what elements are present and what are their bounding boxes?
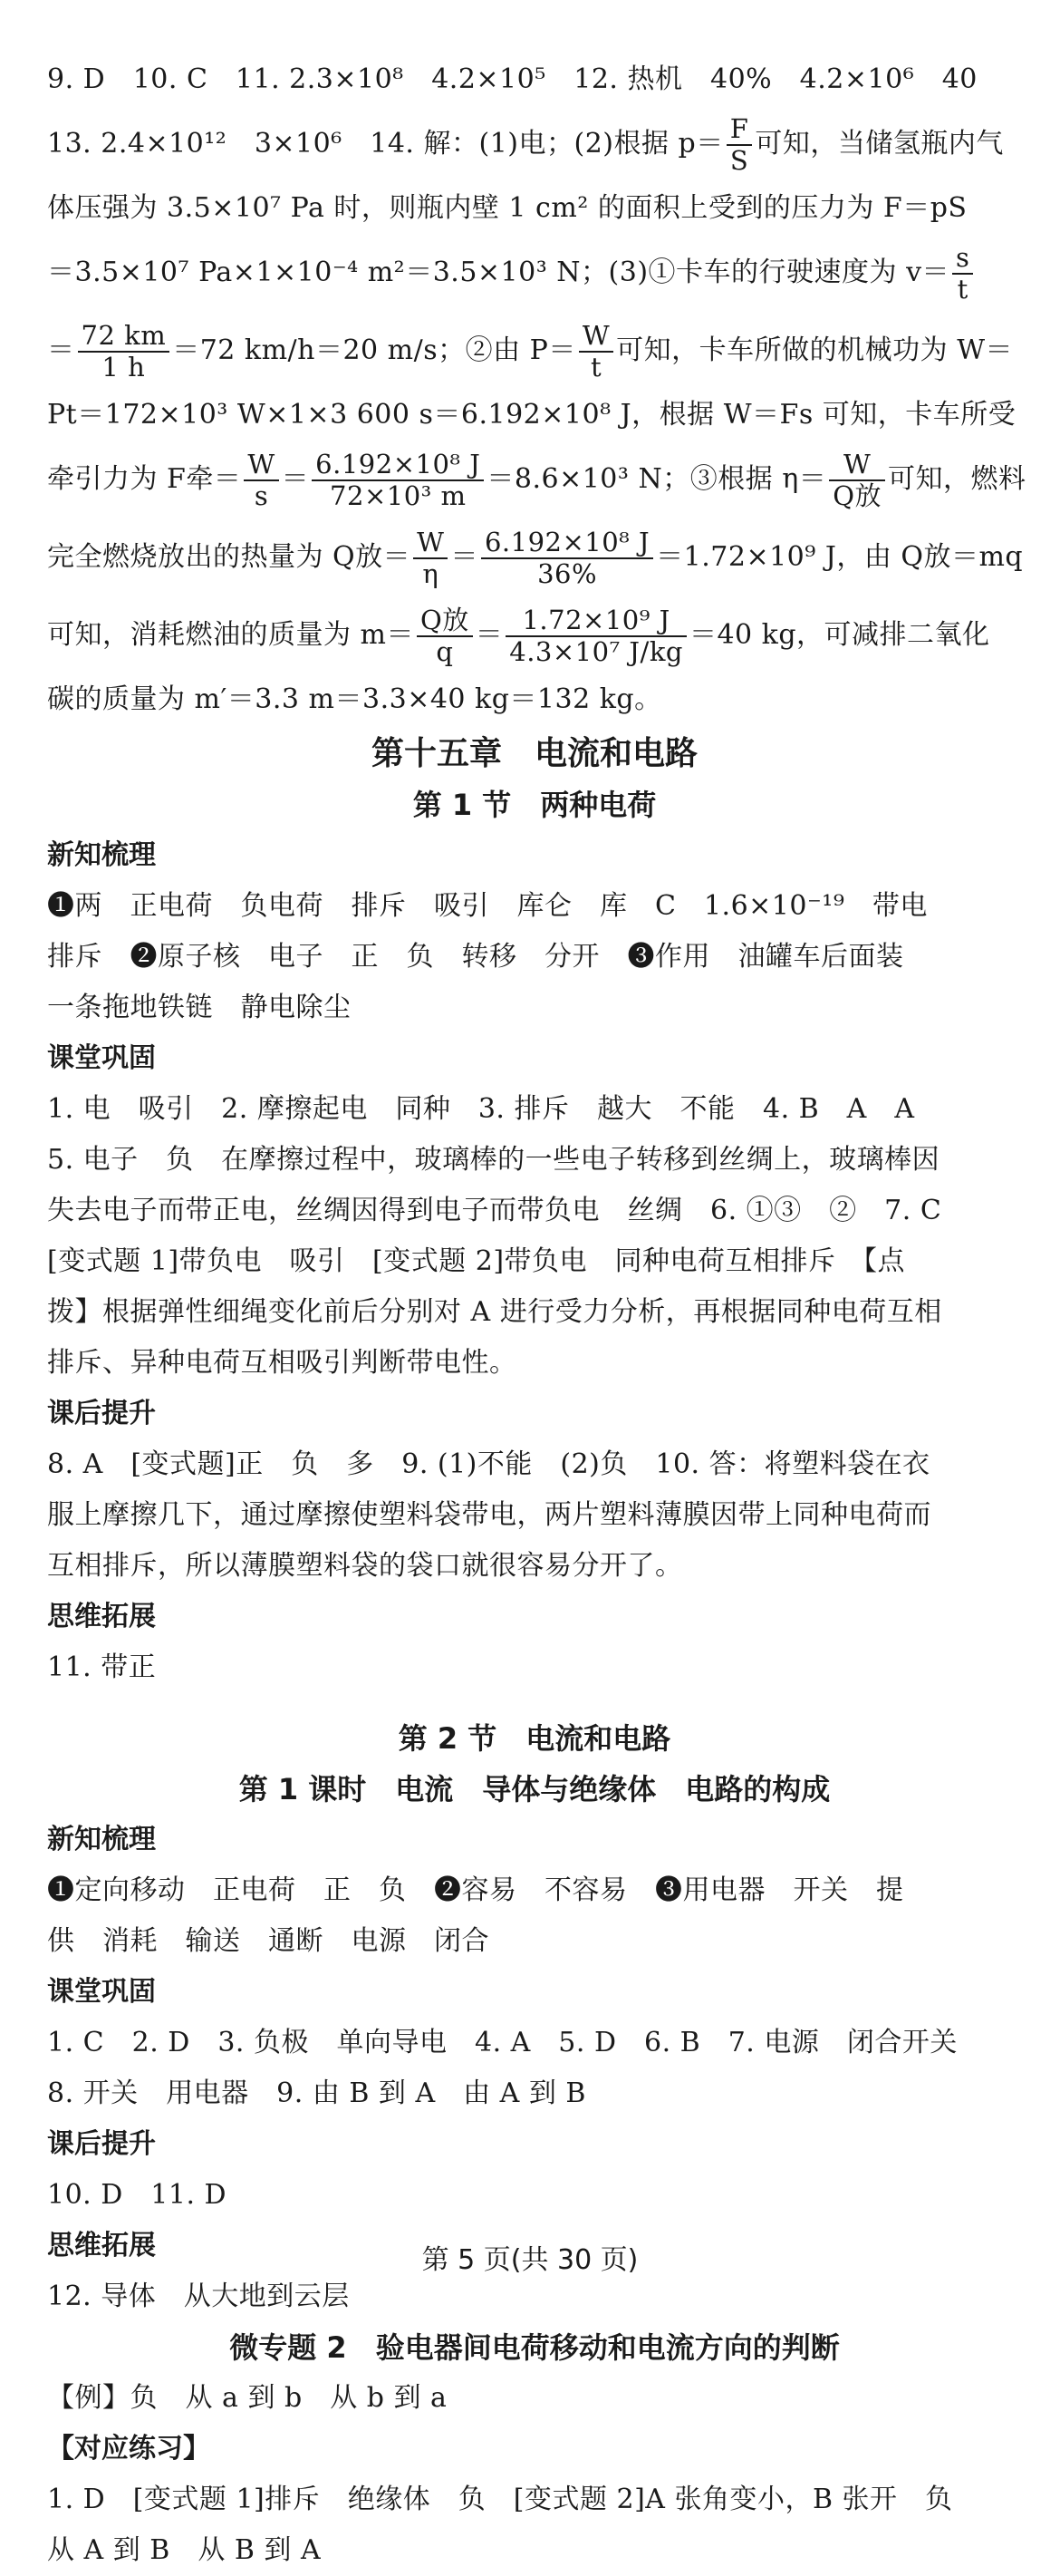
answer-line — [47, 441, 1026, 518]
lesson-title: 第 1 课时 电流 导体与绝缘体 电路的构成 — [238, 1772, 831, 1806]
answer-line — [47, 518, 1022, 596]
line-text: 可知，消耗燃油的质量为 m＝ — [47, 619, 414, 651]
fraction — [417, 605, 473, 668]
denominator: t — [590, 352, 602, 383]
numerator: W — [829, 450, 885, 481]
answer-line: ❶两 正电荷 负电荷 排斥 吸引 库仑 库 C 1.6×10⁻¹⁹ 带电 — [47, 890, 928, 922]
denominator: 1 h — [101, 352, 146, 383]
fraction — [413, 528, 448, 590]
chapter-title: 第十五章 电流和电路 — [371, 735, 698, 772]
denominator: η — [422, 558, 439, 589]
subsection-heading: 思维拓展 — [47, 1601, 156, 1632]
section-title: 第 1 节 两种电荷 — [412, 788, 657, 822]
section-title: 第 2 节 电流和电路 — [398, 1721, 671, 1756]
answer-line: 12. 导体 从大地到云层 — [47, 2281, 350, 2312]
answer-line: 5. 电子 负 在摩擦过程中，玻璃棒的一些电子转移到丝绸上，玻璃棒因 — [47, 1144, 940, 1176]
line-text: ＝40 kg，可减排二氧化 — [689, 619, 990, 651]
answer-line: 11. 带正 — [47, 1651, 157, 1683]
line-text: ＝ — [47, 334, 75, 366]
numerator: 6.192×10⁸ J — [481, 528, 653, 559]
answer-line: 1. C 2. D 3. 负极 单向导电 4. A 5. D 6. B 7. 电源 闭合开关 — [47, 2027, 958, 2058]
answer-line: [变式题 1]带负电 吸引 [变式题 2]带负电 同种电荷互相排斥 【点 — [47, 1245, 906, 1277]
subsection-heading: 【对应练习】 — [47, 2433, 210, 2465]
numerator: W — [413, 528, 448, 559]
line-text: ＝8.6×10³ N；③根据 η＝ — [487, 463, 827, 495]
fraction — [312, 450, 484, 512]
example-line: 【例】负 从 a 到 b 从 b 到 a — [47, 2382, 448, 2414]
denominator: s — [254, 480, 269, 511]
line-text: 牵引力为 F牵＝ — [47, 463, 242, 495]
answer-line — [47, 596, 1022, 674]
numerator: 72 km — [78, 321, 170, 353]
denominator: 72×10³ m — [330, 480, 467, 511]
answer-line: 拨】根据弹性细绳变化前后分别对 A 进行受力分析，再根据同种电荷互相 — [47, 1296, 942, 1328]
answer-line: 一条拖地铁链 静电除尘 — [47, 992, 352, 1023]
answer-line — [47, 105, 1022, 183]
line-text: ＝ — [281, 463, 310, 495]
answer-line: 排斥、异种电荷互相吸引判断带电性。 — [47, 1347, 517, 1379]
answer-line — [47, 390, 1022, 441]
fraction — [727, 114, 753, 177]
fraction — [78, 321, 170, 383]
spacer — [47, 1693, 1022, 1713]
answer-line: 失去电子而带正电，丝绸因得到电子而带负电 丝绸 6. ①③ ② 7. C — [47, 1195, 942, 1226]
answer-line: 8. 开关 用电器 9. 由 B 到 A 由 A 到 B — [47, 2077, 586, 2109]
answer-line — [47, 674, 1022, 725]
answer-line — [47, 312, 1022, 390]
line-text: ＝1.72×10⁹ J，由 Q放＝mq — [656, 541, 1024, 573]
line-text: 9. D 10. C 11. 2.3×10⁸ 4.2×10⁵ 12. 热机 40% 4.2×10⁶ 40 — [47, 63, 978, 95]
denominator: 4.3×10⁷ J/kg — [509, 636, 683, 667]
fraction — [579, 321, 613, 383]
line-text: ＝3.5×10⁷ Pa×1×10⁻⁴ m²＝3.5×10³ N；(3)①卡车的行驶速度为 v＝ — [47, 257, 950, 288]
fraction — [952, 243, 973, 305]
line-text: 可知，卡车所做的机械功为 W＝ — [616, 334, 1014, 366]
subsection-heading: 课堂巩固 — [47, 1976, 156, 2008]
answer-line: 1. 电 吸引 2. 摩擦起电 同种 3. 排斥 越大 不能 4. B A A — [47, 1093, 915, 1125]
answer-line: ❶定向移动 正电荷 正 负 ❷容易 不容易 ❸用电器 开关 提 — [47, 1874, 904, 1906]
denominator: S — [729, 145, 749, 176]
denominator: Q放 — [833, 480, 882, 511]
subsection-heading: 课后提升 — [47, 1398, 156, 1429]
line-text: 碳的质量为 m′＝3.3 m＝3.3×40 kg＝132 kg。 — [47, 683, 662, 715]
numerator: s — [952, 243, 973, 275]
answer-line: 从 A 到 B 从 B 到 A — [47, 2534, 322, 2566]
denominator: q — [436, 636, 454, 667]
answer-line — [47, 54, 1022, 105]
fraction — [244, 450, 278, 512]
answer-line: 供 消耗 输送 通断 电源 闭合 — [47, 1925, 489, 1957]
denominator: 36% — [537, 558, 598, 589]
answer-line: 8. A [变式题]正 负 多 9. (1)不能 (2)负 10. 答：将塑料袋在衣 — [47, 1448, 930, 1480]
numerator: W — [244, 450, 278, 481]
line-text: 体压强为 3.5×10⁷ Pa 时，则瓶内壁 1 cm² 的面积上受到的压力为 F＝pS — [47, 192, 968, 224]
line-text: ＝72 km/h＝20 m/s；②由 P＝ — [172, 334, 576, 366]
fraction — [506, 605, 687, 668]
subsection-heading: 课堂巩固 — [47, 1042, 156, 1074]
special-topic-title: 微专题 2 验电器间电荷移动和电流方向的判断 — [229, 2330, 840, 2365]
denominator: t — [957, 274, 968, 305]
answer-line — [47, 183, 1022, 234]
subsection-heading: 思维拓展 — [47, 2230, 156, 2261]
answer-line: 排斥 ❷原子核 电子 正 负 转移 分开 ❸作用 油罐车后面装 — [47, 941, 904, 973]
answer-line: 服上摩擦几下，通过摩擦使塑料袋带电，两片塑料薄膜因带上同种电荷而 — [47, 1499, 931, 1531]
line-text: ＝ — [450, 541, 478, 573]
fraction — [829, 450, 885, 512]
numerator: W — [579, 321, 613, 353]
line-text: 可知，燃料 — [888, 463, 1026, 495]
fraction — [481, 528, 653, 590]
numerator: F — [727, 114, 753, 146]
answer-line: 1. D [变式题 1]排斥 绝缘体 负 [变式题 2]A 张角变小，B 张开 负 — [47, 2484, 953, 2515]
subsection-heading: 新知梳理 — [47, 1824, 156, 1855]
subsection-heading: 课后提升 — [47, 2128, 156, 2160]
page-number: 第 5 页(共 30 页) — [421, 2244, 639, 2276]
line-text: ＝ — [475, 619, 504, 651]
line-text: Pt＝172×10³ W×1×3 600 s＝6.192×10⁸ J，根据 W＝Fs 可知，卡车所受 — [47, 399, 1017, 431]
numerator: 6.192×10⁸ J — [312, 450, 484, 481]
numerator: 1.72×10⁹ J — [506, 605, 687, 637]
answer-line — [47, 234, 1022, 312]
answer-line: 10. D 11. D — [47, 2179, 227, 2211]
line-text: 可知，当储氢瓶内气 — [755, 128, 1004, 160]
line-text: 完全燃烧放出的热量为 Q放＝ — [47, 541, 411, 573]
numerator: Q放 — [417, 605, 473, 637]
line-text: 13. 2.4×10¹² 3×10⁶ 14. 解：(1)电；(2)根据 p＝ — [47, 128, 724, 160]
subsection-heading: 新知梳理 — [47, 839, 156, 871]
answer-line: 互相排斥，所以薄膜塑料袋的袋口就很容易分开了。 — [47, 1550, 683, 1582]
